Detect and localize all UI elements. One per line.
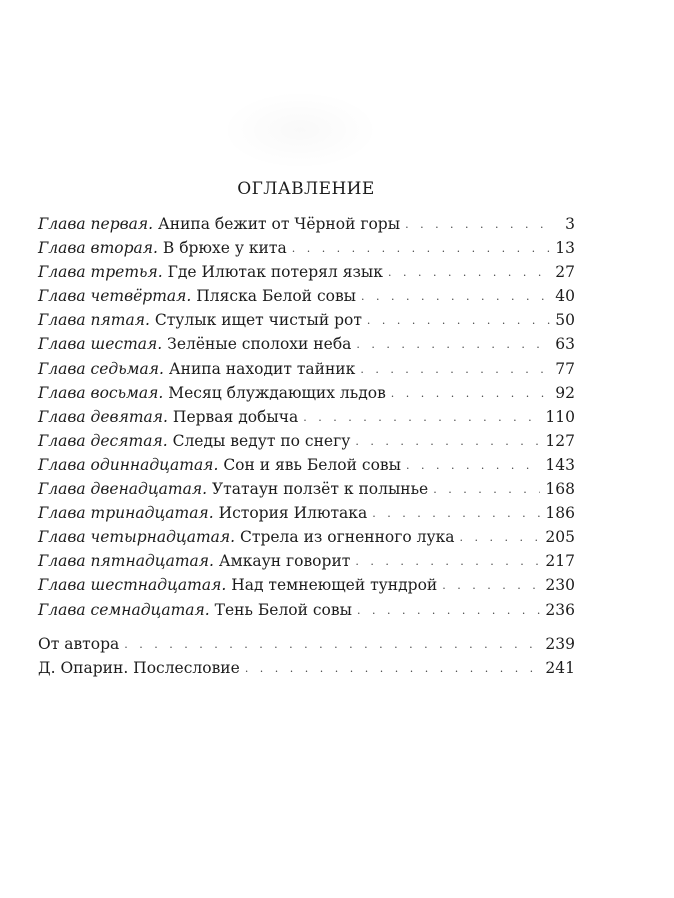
toc-entry [38, 287, 575, 311]
toc-entry-title [38, 432, 350, 450]
page-number: 63 [555, 335, 575, 354]
page-number: 13 [555, 239, 575, 258]
page-number: 27 [555, 263, 575, 282]
chapter-number-label: Глава пятая. [38, 311, 150, 330]
page-number: 143 [545, 455, 575, 474]
chapter-title: От автора [38, 634, 120, 653]
toc-entry [38, 335, 575, 359]
chapter-number-label: Глава пятнадцатая. [38, 552, 214, 571]
toc-entry-title [38, 335, 351, 353]
chapter-number-label: Глава двенадцатая. [38, 480, 208, 499]
chapter-title: Над темнеющей тундрой [231, 576, 438, 595]
toc-entry [38, 263, 575, 287]
chapter-title: Сон и явь Белой совы [223, 455, 401, 474]
toc-entry [38, 635, 575, 659]
toc-entry-title [38, 528, 455, 546]
toc-entry-title [38, 239, 287, 257]
chapter-number-label: Глава шестая. [38, 335, 163, 354]
toc-entry [38, 528, 575, 552]
chapter-number-label: Глава шестнадцатая. [38, 576, 227, 595]
chapter-title: История Илютака [218, 504, 368, 523]
toc-entry-title [38, 456, 401, 474]
toc-entry [38, 360, 575, 384]
toc-entry-title [38, 552, 350, 570]
toc-entry-title [38, 384, 386, 402]
page-number: 205 [545, 528, 575, 547]
chapter-title: Амкаун говорит [218, 552, 351, 571]
toc-entry-title [38, 480, 428, 498]
page-number: 217 [545, 552, 575, 571]
dot-leader [460, 531, 541, 544]
toc-entry [38, 480, 575, 504]
toc-entry [38, 601, 575, 625]
dot-leader [361, 290, 550, 303]
dot-leader [372, 507, 540, 520]
chapter-title: Анипа бежит от Чёрной горы [158, 215, 401, 233]
page-number: 236 [545, 600, 575, 619]
chapter-number-label: Глава первая. [38, 215, 154, 233]
chapter-title: Утатаун ползёт к полынье [211, 480, 429, 499]
chapter-title: Где Илютак потерял язык [167, 263, 383, 282]
chapter-number-label: Глава третья. [38, 263, 163, 282]
page-number: 110 [545, 407, 575, 426]
toc-entry [38, 239, 575, 263]
dot-leader [303, 411, 540, 424]
toc-entry-title [38, 360, 355, 378]
chapter-number-label: Глава четвёртая. [38, 287, 192, 306]
toc-entry-title [38, 635, 119, 653]
chapter-number-label: Глава вторая. [38, 239, 158, 258]
toc-heading: ОГЛАВЛЕНИЕ [237, 179, 375, 199]
chapter-number-label: Глава тринадцатая. [38, 504, 214, 523]
toc-entry-title [38, 408, 298, 426]
toc-entry [38, 384, 575, 408]
page-number: 186 [545, 504, 575, 523]
chapter-title: Стулык ищет чистый рот [154, 311, 362, 330]
dot-leader [355, 435, 540, 448]
toc-entry-title [38, 504, 367, 522]
dot-leader [442, 579, 540, 592]
dot-leader [355, 555, 540, 568]
page-number: 230 [545, 576, 575, 595]
dot-leader [292, 242, 550, 255]
toc-entry-title [38, 576, 437, 594]
chapter-title: Анипа находит тайник [168, 359, 356, 378]
chapter-number-label: Глава седьмая. [38, 359, 164, 378]
chapter-number-label: Глава десятая. [38, 431, 168, 450]
table-of-contents [38, 215, 575, 683]
chapter-title: Тень Белой совы [214, 600, 352, 619]
page-number: 127 [545, 431, 575, 450]
page-number: 3 [565, 215, 575, 233]
chapter-title: Д. Опарин. Послесловие [38, 658, 240, 677]
page-number: 168 [545, 480, 575, 499]
toc-entry-title [38, 263, 383, 281]
toc-entry-title [38, 659, 240, 677]
page-number: 241 [545, 658, 575, 677]
dot-leader [391, 387, 550, 400]
dot-leader [405, 218, 550, 231]
dot-leader [367, 314, 550, 327]
toc-entry-title [38, 311, 362, 329]
chapter-number-label: Глава девятая. [38, 407, 168, 426]
toc-entry [38, 659, 575, 683]
chapter-number-label: Глава четырнадцатая. [38, 528, 236, 547]
chapter-title: В брюхе у кита [162, 239, 287, 258]
chapter-number-label: Глава семнадцатая. [38, 600, 210, 619]
dot-leader [360, 363, 550, 376]
toc-entry [38, 456, 575, 480]
toc-entry-title [38, 287, 356, 305]
dot-leader [433, 483, 540, 496]
toc-entry [38, 576, 575, 600]
dot-leader [357, 604, 540, 617]
dot-leader [245, 662, 541, 675]
toc-entry-title [38, 215, 400, 233]
page-number: 239 [545, 634, 575, 653]
toc-entry-title [38, 601, 352, 619]
chapter-title: Пляска Белой совы [196, 287, 357, 306]
dot-leader [406, 459, 540, 472]
toc-entry [38, 215, 575, 239]
chapter-number-label: Глава одиннадцатая. [38, 455, 219, 474]
toc-entry [38, 311, 575, 335]
page-number: 40 [555, 287, 575, 306]
chapter-title: Стрела из огненного лука [240, 528, 455, 547]
dot-leader [388, 266, 550, 279]
toc-entry [38, 552, 575, 576]
toc-entry [38, 408, 575, 432]
paper-smudge [220, 90, 380, 170]
page-number: 92 [555, 383, 575, 402]
dot-leader [124, 638, 540, 651]
toc-entry [38, 504, 575, 528]
chapter-title: Месяц блуждающих льдов [168, 383, 386, 402]
chapter-title: Первая добыча [172, 407, 299, 426]
page-number: 50 [555, 311, 575, 330]
dot-leader [356, 338, 550, 351]
page-number: 77 [555, 359, 575, 378]
chapter-title: Зелёные сполохи неба [167, 335, 352, 354]
chapter-number-label: Глава восьмая. [38, 383, 164, 402]
chapter-title: Следы ведут по снегу [172, 431, 351, 450]
toc-entry [38, 432, 575, 456]
